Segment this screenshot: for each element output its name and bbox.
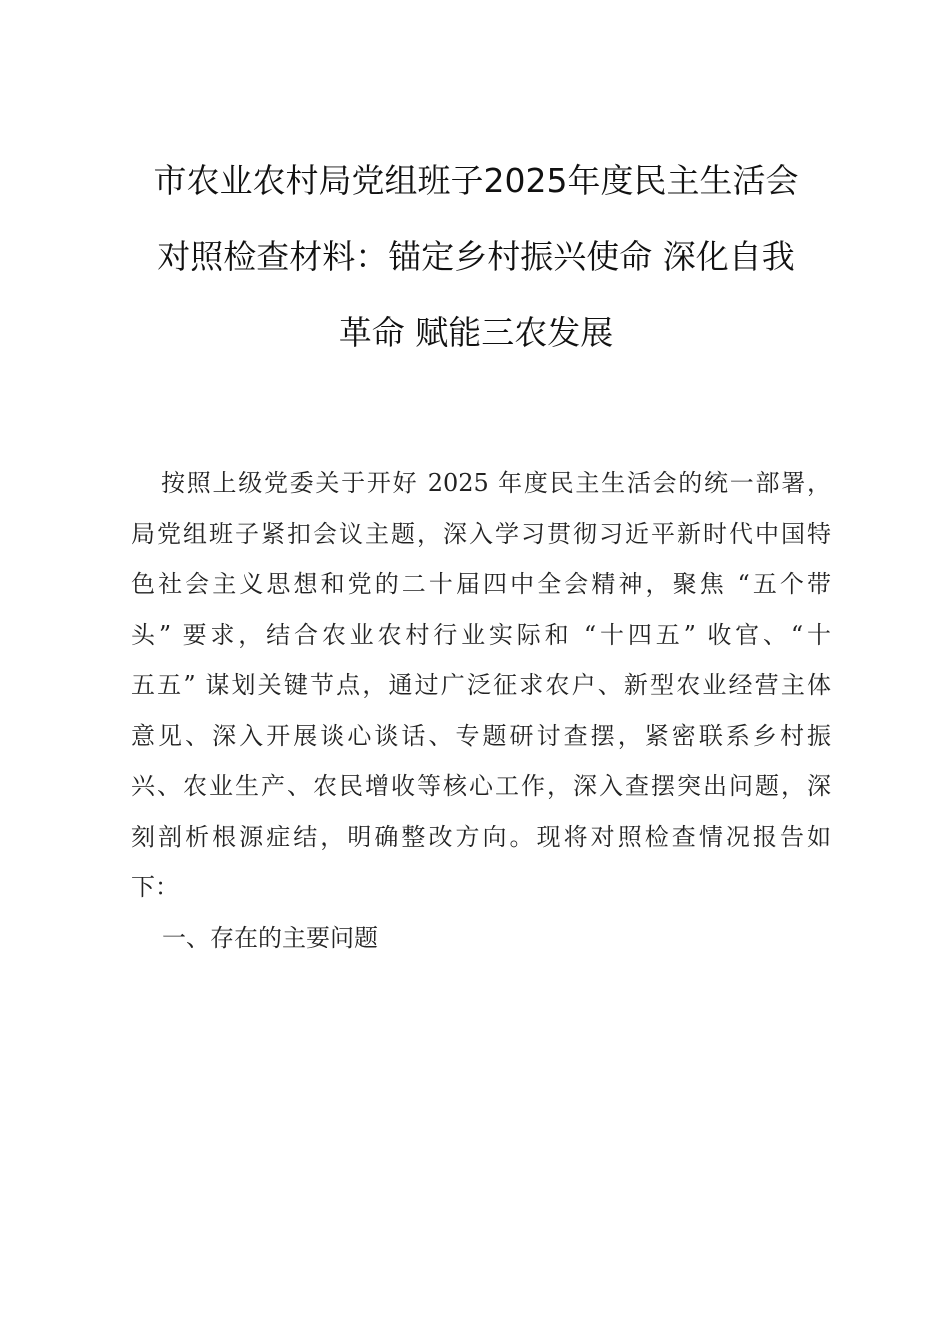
- title-line-2: 对照检查材料：锚定乡村振兴使命 深化自我: [157, 237, 795, 276]
- intro-line-7: 兴、农业生产、农民增收等核心工作，深入查摆突出问题，深: [131, 772, 831, 800]
- title-line-1: 市农业农村局党组班子2025年度民主生活会: [153, 161, 799, 200]
- intro-line-3: 色社会主义思想和党的二十届四中全会精神，聚焦 “五个带: [131, 570, 831, 598]
- intro-line-4: 头” 要求，结合农业农村行业实际和 “十四五” 收官、“十: [131, 620, 831, 649]
- document-body: [131, 458, 831, 963]
- intro-line-6: 意见、深入开展谈心谈话、专题研讨查摆，紧密联系乡村振: [131, 721, 831, 750]
- intro-line-1: 按照上级党委关于开好 2025 年度民主生活会的统一部署，: [161, 469, 831, 497]
- intro-line-9: 下：: [131, 873, 179, 901]
- title-line-3: 革命 赋能三农发展: [338, 313, 614, 352]
- intro-line-5: 五五” 谋划关键节点，通过广泛征求农户、新型农业经营主体: [131, 671, 831, 699]
- intro-line-8: 刻剖析根源症结，明确整改方向。现将对照检查情况报告如: [131, 822, 831, 851]
- document-title: [120, 143, 832, 371]
- section-heading: 一、存在的主要问题: [162, 923, 378, 952]
- intro-line-2: 局党组班子紧扣会议主题，深入学习贯彻习近平新时代中国特: [131, 519, 831, 548]
